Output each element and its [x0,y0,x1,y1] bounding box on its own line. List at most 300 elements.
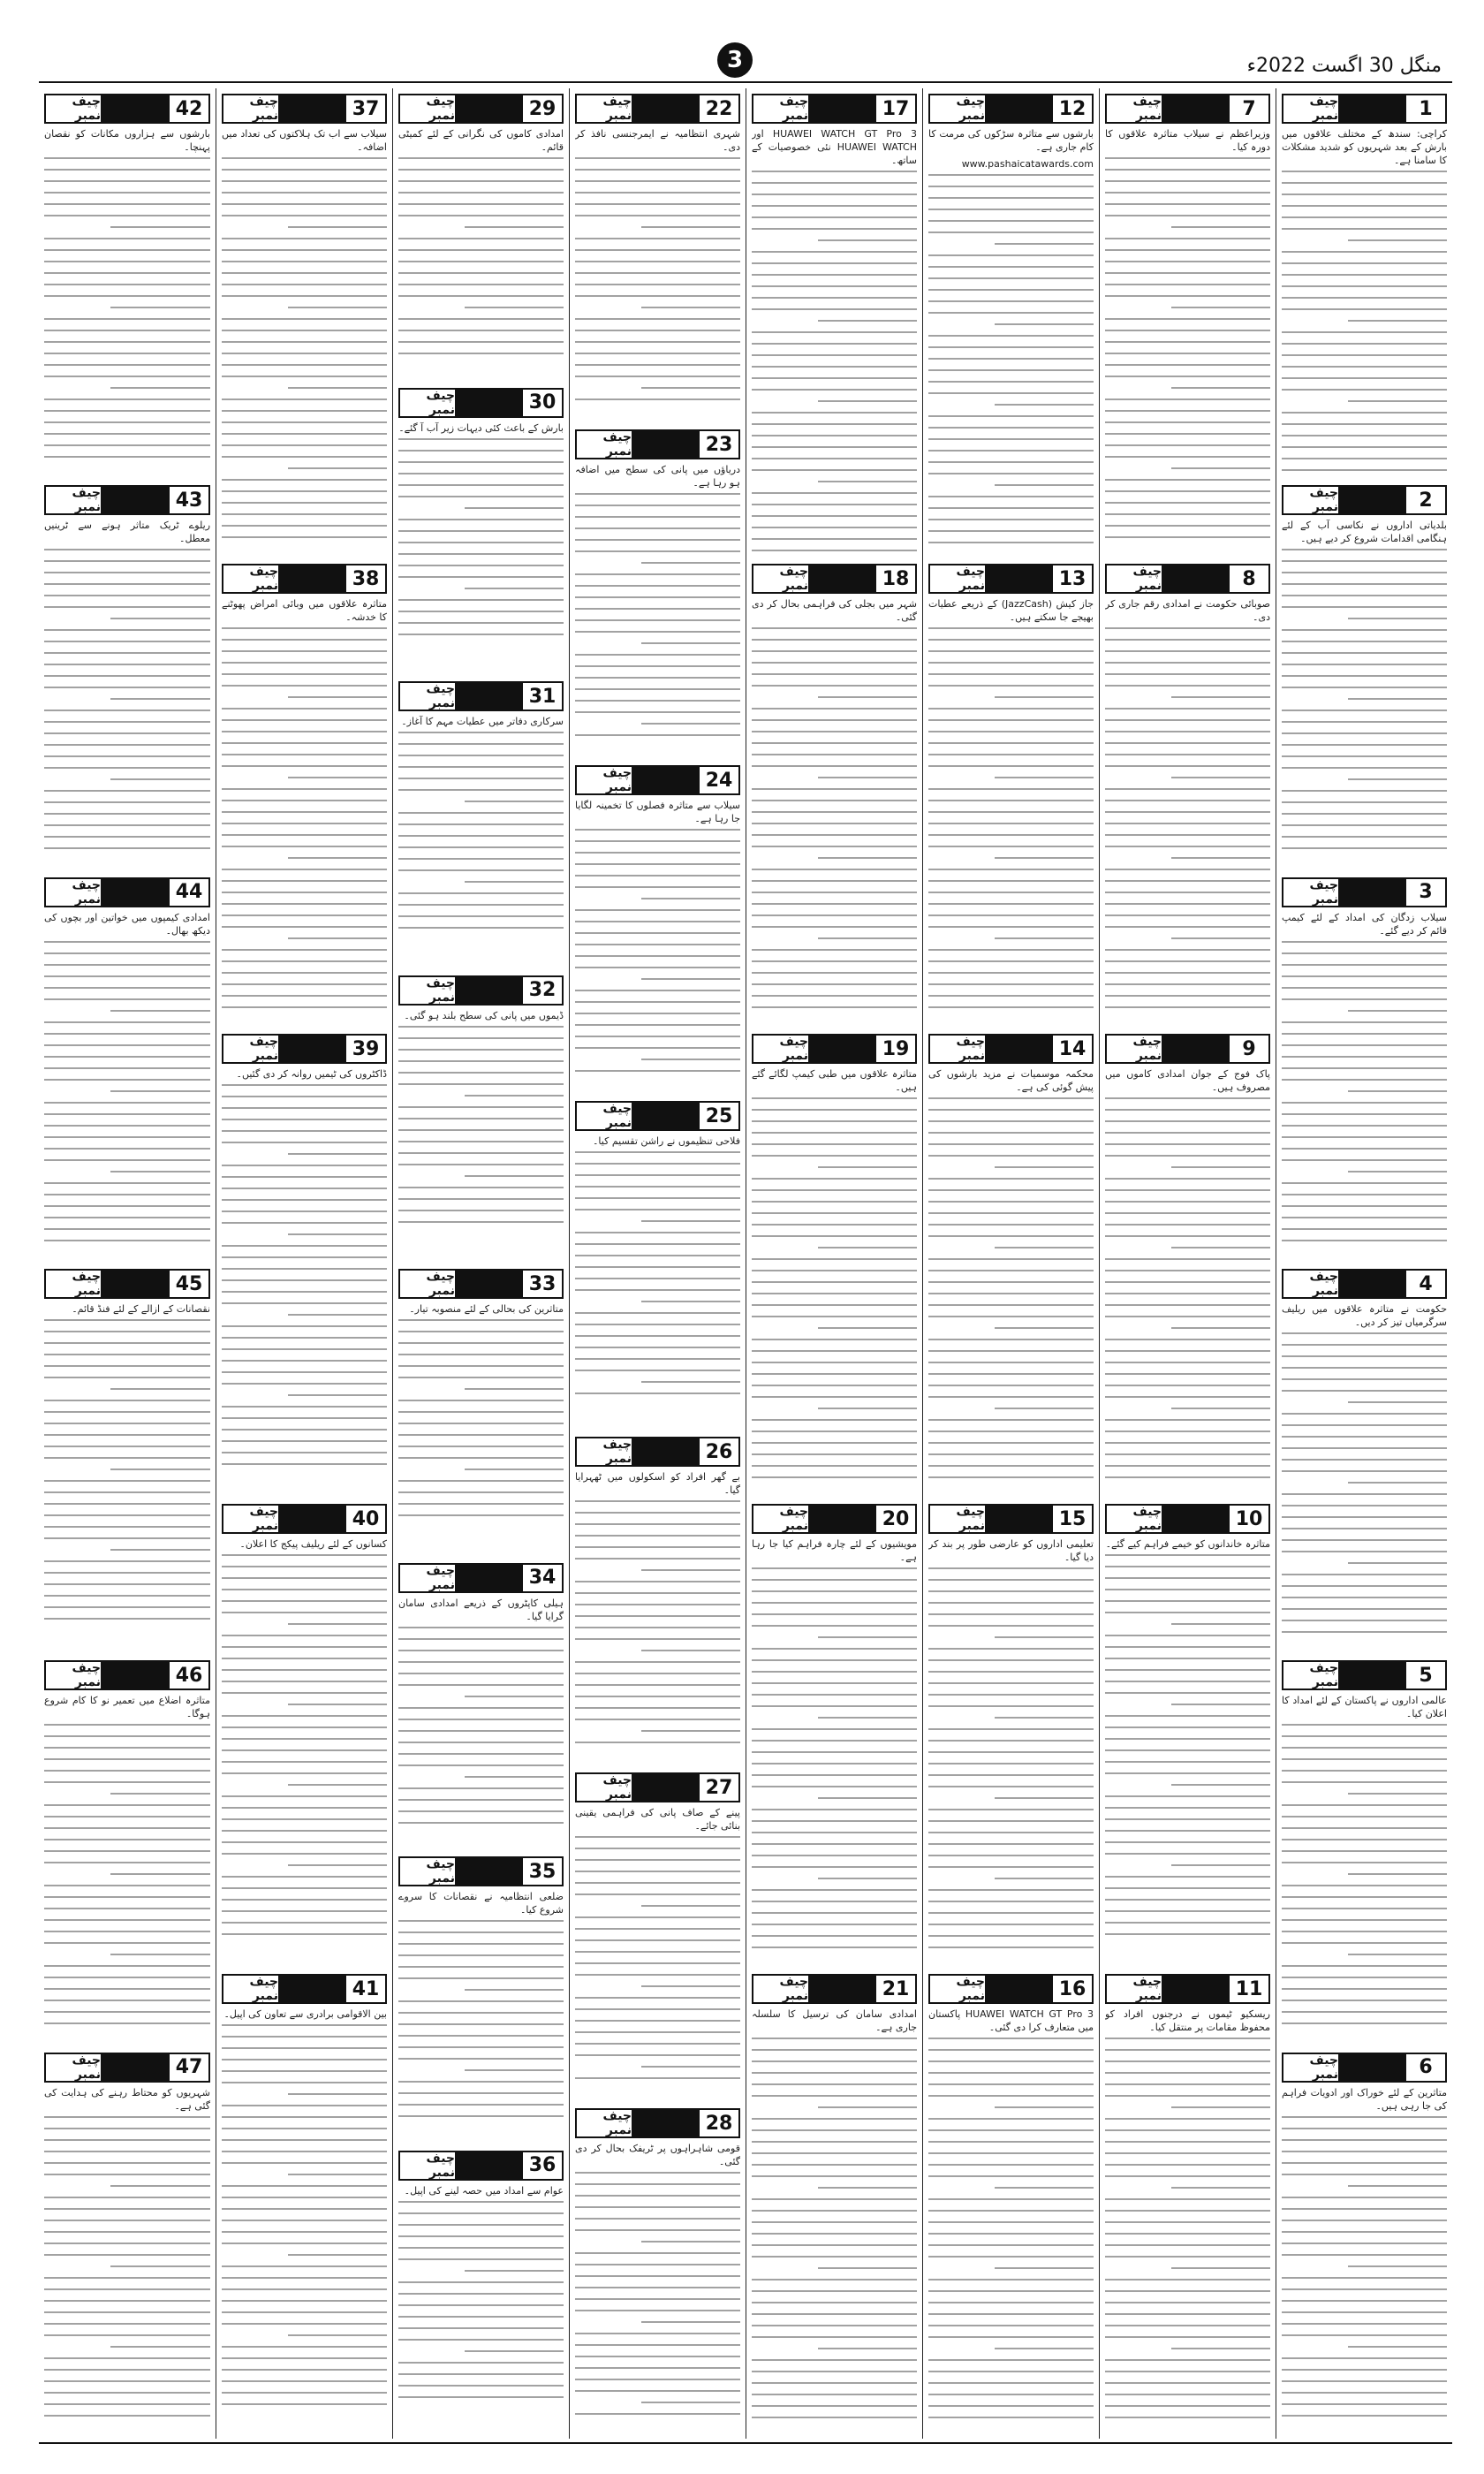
text-line [1282,1148,1447,1150]
block-header [752,1974,917,2004]
text-line [398,1400,564,1401]
block-header [928,1504,1094,1534]
block-label: چیف نمبر [779,1035,808,1063]
text-line [1105,1589,1270,1590]
text-line [44,790,210,792]
text-line [928,1006,1094,1008]
text-line [752,377,917,379]
text-line [575,318,740,320]
text-line [928,1212,1094,1214]
block-number: 26 [698,1438,738,1465]
text-line [641,307,740,308]
text-line [44,1827,210,1829]
text-line [752,869,917,870]
text-line [465,1468,564,1470]
text-line [44,675,210,677]
text-line [1105,2095,1270,2097]
text-line [928,1947,1094,1948]
text-line [465,1095,564,1097]
text-line [44,1781,210,1783]
text-line [752,846,917,847]
text-line [1105,811,1270,813]
text-line [928,392,1094,394]
text-line [995,857,1094,859]
text-line [222,318,387,320]
text-line [928,2198,1094,2200]
block-label: چیف نمبر [426,2151,455,2180]
text-line [398,1221,564,1223]
text-line [575,1627,740,1628]
text-line [1105,2371,1270,2372]
block-text: سیلاب سے اب تک ہلاکتوں کی تعداد میں اضافہ۔ [222,128,387,153]
text-line [928,788,1094,790]
block-number: 28 [698,2110,738,2136]
text-line [1282,1977,1447,1978]
text-line [44,1217,210,1218]
classified-block [398,975,564,1259]
text-line [575,1512,740,1514]
text-line [1282,343,1447,345]
text-line [1105,880,1270,882]
text-line [44,1342,210,1344]
block-label: چیف نمبر [1309,95,1338,123]
text-line [641,387,740,389]
text-line [44,1747,210,1749]
text-line [222,719,387,721]
text-line [288,937,387,939]
text-line [575,2298,740,2300]
text-line [398,519,564,520]
text-line [928,1613,1094,1615]
text-line [222,2265,387,2267]
text-line [44,1724,210,1726]
text-line [575,944,740,945]
text-line [752,412,917,414]
text-line [398,1187,564,1188]
block-header-bar [632,767,698,793]
text-line [398,1661,564,1663]
text-line [222,513,387,515]
text-line [398,622,564,624]
text-line [1105,1807,1270,1809]
text-line [222,1440,387,1442]
text-line [398,1920,564,1922]
text-line [222,983,387,985]
text-line [398,530,564,532]
body-text-lines [1105,1097,1270,1478]
text-line [752,2290,917,2292]
text-line [641,1569,740,1571]
text-line [575,2195,740,2197]
text-line [752,366,917,368]
text-line [44,1606,210,1608]
block-text: ریسکیو ٹیموں نے درجنوں افراد کو محفوظ مقامات پر منتقل کیا۔ [1105,2008,1270,2033]
text-line [1282,595,1447,596]
text-line [1105,2290,1270,2292]
text-line [222,754,387,755]
text-line [1171,1784,1270,1786]
text-line [222,1566,387,1567]
text-line [398,295,564,297]
classified-block [222,564,387,1023]
text-line [44,595,210,596]
text-line [995,1878,1094,1879]
text-line [752,1097,917,1099]
text-line [575,2218,740,2220]
text-line [1348,1873,1447,1875]
text-line [1282,1102,1447,1104]
text-line [110,1549,210,1551]
text-line [1282,652,1447,654]
text-line [1282,1631,1447,1633]
text-line [575,2229,740,2231]
block-header-bar [632,2110,698,2136]
text-line [575,2356,740,2357]
text-line [398,1514,564,1516]
text-line [1105,2210,1270,2212]
text-line [222,1841,387,1843]
text-line [752,1774,917,1776]
text-line [575,353,740,354]
text-line [575,1951,740,1953]
text-line [752,1855,917,1856]
text-line [1282,744,1447,746]
text-line [1282,446,1447,448]
text-line [222,1589,387,1590]
text-line [1105,284,1270,285]
text-line [1282,297,1447,299]
text-line [222,1669,387,1671]
text-line [222,2357,387,2359]
text-line [44,629,210,631]
text-line [44,1908,210,1909]
text-line [44,1125,210,1127]
text-line [928,869,1094,870]
text-line [752,538,917,540]
text-line [928,369,1094,371]
text-line [398,2235,564,2237]
text-line [928,708,1094,710]
block-number: 3 [1404,879,1445,906]
text-line [44,203,210,205]
text-line [575,1393,740,1394]
text-line [222,272,387,274]
text-line [1105,1189,1270,1191]
text-line [44,1942,210,1944]
text-line [1348,1401,1447,1403]
text-line [1105,650,1270,652]
text-line [752,2336,917,2338]
text-line [222,1635,387,1636]
text-line [44,341,210,343]
text-line [752,2371,917,2372]
block-text: شہری انتظامیہ نے ایمرجنسی نافذ کر دی۔ [575,128,740,153]
text-line [752,731,917,732]
text-line [1105,1155,1270,1157]
text-line [44,1365,210,1367]
text-line [398,272,564,274]
block-label: چیف نمبر [72,877,101,907]
block-label: چیف نمبر [1132,1975,1162,2003]
text-line [44,169,210,171]
text-line [222,215,387,216]
text-line [398,1707,564,1709]
text-line [752,639,917,641]
text-line [44,975,210,977]
text-line [575,1255,740,1256]
text-line [44,353,210,354]
classified-block [575,1437,740,1762]
text-line [928,1201,1094,1203]
block-number: 41 [344,1976,385,2002]
block-header [1105,1504,1270,1534]
text-line [222,444,387,446]
text-line [44,1021,210,1023]
text-line [1105,353,1270,354]
text-line [222,846,387,847]
text-line [398,2035,564,2037]
text-line [752,960,917,962]
text-line [928,1567,1094,1569]
block-number: 17 [874,95,915,122]
text-line [1105,341,1270,343]
text-line [928,2060,1094,2062]
text-line [1105,1612,1270,1613]
text-line [222,1463,387,1465]
text-line [641,2241,740,2243]
text-line [222,1692,387,1694]
text-line [1282,1447,1447,1449]
text-line [44,1056,210,1058]
text-line [575,1070,740,1072]
text-line [995,696,1094,698]
block-header-bar [985,95,1051,122]
block-header [752,1034,917,1064]
text-line [575,1232,740,1233]
text-line [575,2252,740,2254]
text-line [398,766,564,768]
text-line [1282,1896,1447,1898]
text-line [1105,639,1270,641]
text-line [818,937,917,939]
block-header [1105,1974,1270,2004]
text-line [575,1673,740,1674]
text-line [465,226,564,228]
text-line [1171,1704,1270,1705]
text-line [1282,2334,1447,2336]
text-line [44,364,210,366]
text-line [575,1848,740,1849]
text-line [44,641,210,642]
text-line [1105,421,1270,423]
text-line [398,203,564,205]
text-line [752,983,917,985]
text-line [1282,228,1447,230]
block-header [398,1856,564,1886]
text-line [575,505,740,506]
body-text-lines [398,1627,564,1824]
text-line [1282,2139,1447,2141]
text-line [1105,1419,1270,1421]
text-line [752,708,917,710]
text-line [288,1314,387,1316]
text-line [575,909,740,911]
text-line [575,550,740,552]
text-line [1171,307,1270,308]
text-line [1171,2267,1270,2269]
text-line [222,685,387,687]
text-line [575,1974,740,1976]
text-line [1282,1988,1447,1990]
text-line [1105,2198,1270,2200]
block-header [575,94,740,124]
text-line [752,343,917,345]
text-line [575,1266,740,1268]
text-line [1105,1362,1270,1363]
text-line [222,2036,387,2038]
text-line [928,754,1094,755]
text-line [1105,673,1270,675]
text-line [222,1818,387,1820]
text-line [575,2020,740,2022]
block-label: چیف نمبر [426,95,455,123]
text-line [44,549,210,550]
text-line [995,777,1094,778]
block-text: دریاؤں میں پانی کی سطح میں اضافہ ہو رہا ہے۔ [575,464,740,489]
text-line [222,2323,387,2325]
classified-block [398,2151,564,2434]
text-line [641,978,740,980]
text-line [1105,846,1270,847]
text-line [398,2373,564,2375]
text-line [752,880,917,882]
text-line [44,2403,210,2405]
text-line [1348,2185,1447,2187]
text-line [1282,2369,1447,2371]
text-line [222,2047,387,2049]
text-line [1105,1476,1270,1478]
text-line [222,1933,387,1935]
block-text: امدادی سامان کی ترسیل کا سلسلہ جاری ہے۔ [752,2008,917,2033]
text-line [222,1899,387,1901]
text-line [1105,1178,1270,1180]
text-line [44,1354,210,1355]
block-number: 29 [521,95,562,122]
text-line [1348,1793,1447,1795]
text-line [928,1579,1094,1581]
text-line [575,1243,740,1245]
text-line [928,1385,1094,1386]
text-line [398,1060,564,1062]
text-line [1105,490,1270,492]
body-text-lines [1282,941,1447,1241]
text-line [1282,687,1447,688]
block-header-bar [985,1976,1051,2002]
text-line [222,169,387,171]
text-line [44,330,210,331]
text-line [752,627,917,629]
text-line [928,2095,1094,2097]
classified-block [752,1974,917,2433]
text-line [928,2302,1094,2303]
text-line [44,1159,210,1161]
text-line [398,755,564,756]
text-line [1282,1194,1447,1195]
text-line [398,238,564,239]
text-line [222,1658,387,1659]
text-line [752,1258,917,1260]
text-line [928,960,1094,962]
block-label: چیف نمبر [602,1438,632,1466]
text-line [752,788,917,790]
text-line [928,2382,1094,2384]
text-line [44,964,210,966]
text-line [1105,2417,1270,2418]
text-line [575,573,740,575]
block-header [928,94,1094,124]
text-line [1282,194,1447,195]
text-line [44,1044,210,1046]
text-line [110,1090,210,1092]
text-line [575,2206,740,2208]
block-label: چیف نمبر [779,95,808,123]
classified-block [222,1034,387,1493]
block-header [222,1504,387,1534]
block-text: شہر میں بجلی کی فراہمی بحال کر دی گئی۔ [752,598,917,623]
block-header [44,94,210,124]
text-line [1105,1201,1270,1203]
text-line [44,2151,210,2152]
text-line [222,1646,387,1648]
block-number: 31 [521,683,562,710]
block-header [752,1504,917,1534]
block-label: چیف نمبر [426,1857,455,1886]
text-line [1282,1436,1447,1438]
text-line [928,174,1094,176]
text-line [752,504,917,505]
text-line [752,1694,917,1696]
block-header-bar [101,2054,168,2081]
text-line [752,492,917,494]
text-line [928,2072,1094,2074]
text-line [398,1491,564,1493]
block-header-bar [632,1103,698,1129]
block-number: 10 [1228,1506,1268,1532]
text-line [752,2382,917,2384]
text-line [398,2304,564,2306]
text-line [575,1696,740,1697]
classified-block [44,485,210,866]
text-line [44,732,210,734]
text-line [1105,192,1270,194]
text-line [818,320,917,322]
text-line [752,1212,917,1214]
text-line [928,1373,1094,1375]
block-header [398,2151,564,2181]
text-line [110,618,210,619]
body-text-lines [1105,157,1270,538]
block-number: 39 [344,1036,385,1062]
text-line [44,410,210,412]
block-text: بے گھر افراد کو اسکولوں میں ٹھہرایا گیا۔ [575,1471,740,1496]
text-line [222,1577,387,1579]
text-line [752,1567,917,1569]
block-header [575,2108,740,2138]
text-line [44,1377,210,1378]
block-label: چیف نمبر [1309,2053,1338,2082]
block-text: سرکاری دفاتر میں عطیات مہم کا آغاز۔ [401,716,564,727]
text-line [1348,1482,1447,1484]
